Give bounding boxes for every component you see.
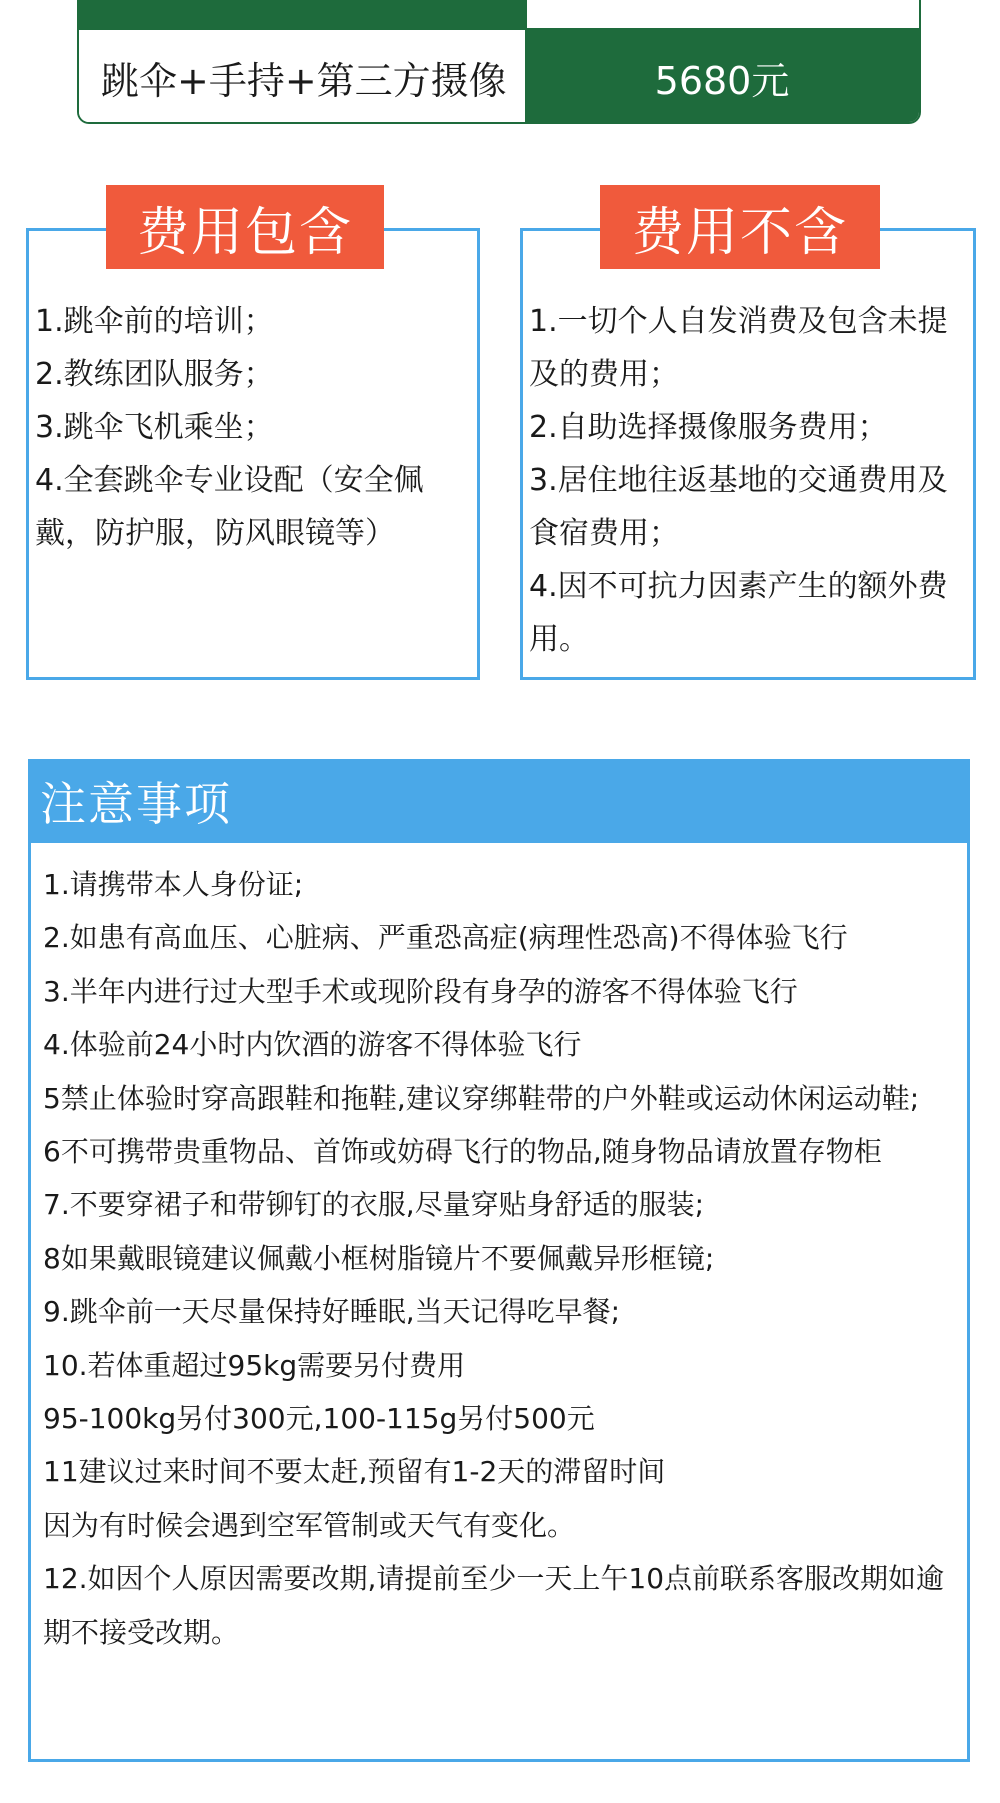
package-price: 5680元 xyxy=(525,30,919,124)
fee-included-item: 4.全套跳伞专业设配（安全佩戴，防护服，防风眼镜等） xyxy=(35,463,424,551)
notes-box xyxy=(28,759,970,1762)
fee-excluded-list xyxy=(529,295,963,666)
fee-excluded-item: 2.自助选择摄像服务费用； xyxy=(529,410,888,445)
fee-included-item: 2.教练团队服务； xyxy=(35,357,274,392)
notes-item: 9.跳伞前一天尽量保持好睡眠,当天记得吃早餐; xyxy=(43,1295,621,1329)
notes-item: 6不可携带贵重物品、首饰或妨碍飞行的物品,随身物品请放置存物柜 xyxy=(43,1135,882,1169)
fee-included-box xyxy=(26,202,480,680)
fee-included-item: 3.跳伞飞机乘坐； xyxy=(35,410,274,445)
fee-included-title: 费用包含 xyxy=(106,185,384,269)
notes-item: 因为有时候会遇到空军管制或天气有变化。 xyxy=(43,1508,576,1542)
fee-excluded-title: 费用不含 xyxy=(600,185,880,269)
fee-excluded-box xyxy=(520,202,976,680)
notes-item: 11建议过来时间不要太赶,预留有1-2天的滞留时间 xyxy=(43,1455,666,1489)
fee-excluded-item: 3.居住地往返基地的交通费用及食宿费用； xyxy=(529,463,948,551)
notes-item: 2.如患有高血压、心脏病、严重恐高症(病理性恐高)不得体验飞行 xyxy=(43,921,848,955)
notes-item: 95-100kg另付300元,100-115g另付500元 xyxy=(43,1402,595,1436)
notes-title: 注意事项 xyxy=(28,759,970,843)
notes-item: 8如果戴眼镜建议佩戴小框树脂镜片不要佩戴异形框镜; xyxy=(43,1241,715,1275)
fee-excluded-item: 4.因不可抗力因素产生的额外费用。 xyxy=(529,569,948,657)
notes-item: 1.请携带本人身份证; xyxy=(43,868,304,901)
notes-list xyxy=(43,858,953,1659)
fee-included-list xyxy=(35,295,467,560)
price-table-top-row xyxy=(79,0,919,30)
notes-item: 12.如因个人原因需要改期,请提前至少一天上午10点前联系客服改期如逾期不接受改期。 xyxy=(43,1562,945,1649)
price-table-top-left-cell xyxy=(79,0,525,30)
notes-item: 3.半年内进行过大型手术或现阶段有身孕的游客不得体验飞行 xyxy=(43,974,798,1008)
price-table-row xyxy=(79,30,919,124)
fee-excluded-item: 1.一切个人自发消费及包含未提及的费用； xyxy=(529,304,948,392)
notes-item: 5禁止体验时穿高跟鞋和拖鞋,建议穿绑鞋带的户外鞋或运动休闲运动鞋; xyxy=(43,1081,920,1115)
notes-item: 7.不要穿裙子和带铆钉的衣服,尽量穿贴身舒适的服装; xyxy=(43,1188,705,1222)
notes-item: 4.体验前24小时内饮酒的游客不得体验飞行 xyxy=(43,1028,582,1062)
price-table xyxy=(77,0,921,124)
fee-included-item: 1.跳伞前的培训； xyxy=(35,304,274,339)
notes-item: 10.若体重超过95kg需要另付费用 xyxy=(43,1348,466,1382)
price-table-top-right-cell xyxy=(525,0,919,30)
package-label: 跳伞+手持+第三方摄像 xyxy=(79,30,525,124)
